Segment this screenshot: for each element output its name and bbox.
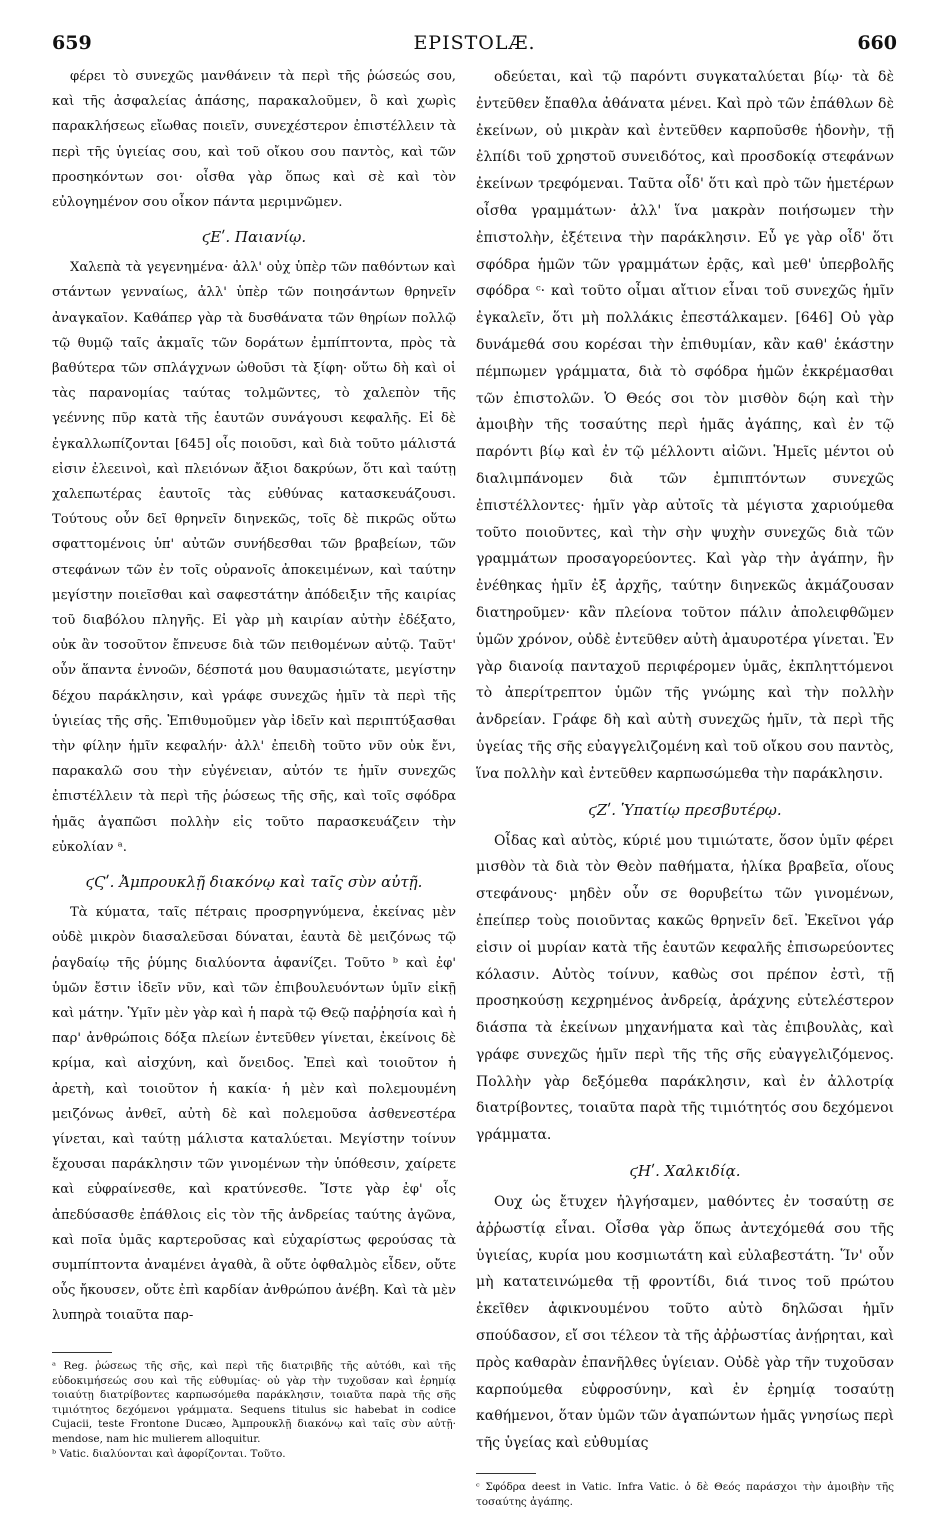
paragraph: Οἶδας καὶ αὐτὸς, κύριέ μου τιμιώτατε, ὅσον ὑμῖν φέρει μισθὸν τὰ διὰ τὸν Θεὸν παθήματα, ἡλίκα βραβεῖα, οἵους στεφάνους· μηδὲν οὖν σε θορυβείτω τῶν γινομένων, ἐπείπερ τοὺς ποιοῦντας κακῶς θρηνεῖν δεῖ. Ἐκεῖνοι γάρ εἰσιν οἱ μυρίαν κατὰ τῆς ἑαυτῶν κεφαλῆς ἐπισωρεύοντες κόλασιν. Αὐτὸς τοίνυν, καθὼς σοι πρέπον ἐστὶ, τῇ προσηκούσῃ κεχρημένος ἀνδρείᾳ, ἀράχνης εὐτελέστερον διάσπα τὰ ἐκείνων μηχανήματα καὶ τὰς ἐπιβουλὰς, καὶ γράφε συνεχῶς ἡμῖν περὶ τῆς τῆς σῆς εὐαγγελιζόμενος. Πολλὴν γὰρ δεξόμεθα παράκλησιν, καὶ ἐν ἀλλοτρίᾳ διατρίβοντες, τοιαῦτα παρὰ τῆς τιμιότητός σου δεχόμενοι γράμματα. [476, 832, 894, 1144]
paragraph: οδεύεται, καὶ τῷ παρόντι συγκαταλύεται βίῳ· τὰ δὲ ἐντεῦθεν ἔπαθλα ἀθάνατα μένει. Καὶ πρὸ τῶν ἐπάθλων δὲ ἐκείνων, οὐ μικρὰν καὶ ἐντεῦθεν καρποῦσθε ἡδονὴν, τῇ ἐλπίδι τοῦ χρηστοῦ συνειδότος, καὶ προσδοκίᾳ στεφάνων ἐκείνων τρεφόμεναι. Ταῦτα οἶδ' ὅτι καὶ πρὸ τῶν ἡμετέρων οἶσθα γραμμάτων· ἀλλ' ἵνα μακρὰν ποιήσωμεν τὴν ἐπιστολὴν, ἐξέτεινα τὴν παράκλησιν. Εὖ γε γὰρ οἶδ' ὅτι σφόδρα ἡμῶν τῶν γραμμάτων ἐρᾷς, καὶ μεθ' ὑπερβολῆς σφόδρα ᶜ· καὶ τοῦτο οἶμαι αἴτιον εἶναι τοῦ συνεχῶς ἡμῖν ἐγκαλεῖν, ὅτι μὴ πολλάκις ἐπεστάλκαμεν. [646] Οὐ γὰρ δυνάμεθά σου κορέσαι τὴν ἐπιθυμίαν, κἂν καθ' ἑκάστην πέμπωμεν γράμματα, διὰ τὸ σφόδρα ἡμῶν ἐκκρέμασθαι τῶν ἐπιστολῶν. Ὁ Θεός σοι τὸν μισθὸν δῴη καὶ τὴν ἀμοιβὴν τῆς τοσαύτης περὶ ἡμᾶς ἀγάπης, καὶ ἐν τῷ παρόντι βίῳ καὶ ἐν τῷ μέλλοντι αἰῶνι. Ἡμεῖς μέντοι οὐ διαλιμπάνομεν διὰ τῶν ἐμπιπτόντων συνεχῶς ἐπιστέλλοντες· ἡμῖν γὰρ αὐτοῖς τὰ μέγιστα χαριούμεθα τοῦτο ποιοῦντες, καὶ τὴν σὴν ψυχὴν συνεχῶς διὰ τῶν γραμμάτων προσαγορεύοντες. Καὶ γὰρ τὴν ἀγάπην, ἣν ἐνέθηκας ἡμῖν ἐξ ἀρχῆς, ταύτην διηνεκῶς ἀκμάζουσαν διατηροῦμεν· κἂν πλείονα τοῦτον πάλιν ἀπολειφθῶμεν ὑμῶν χρόνον, οὐδὲ ἐντεῦθεν αὐτὴ ἀμαυροτέρα γίνεται. Ἐν γὰρ διανοίᾳ πανταχοῦ περιφέρομεν ὑμᾶς, ἐκπληττόμενοι τὸ ἀπερίτρεπτον ὑμῶν τῆς γνώμης καὶ τὴν πολλὴν ἀνδρείαν. Γράφε δὴ καὶ αὐτὴ συνεχῶς ἡμῖν, τὰ περὶ τῆς ὑγείας τῆς σῆς εὐαγγελιζομένη καὶ τοῦ οἴκου σου παντὸς, ἵνα πολλὴν καὶ ἐντεῦθεν καρπωσώμεθα τὴν παράκλησιν. [476, 69, 894, 782]
page-number-right: 660 [857, 32, 897, 54]
right-column [476, 64, 894, 1463]
footnote: ᵃ Reg. ῥώσεως τῆς σῆς, καὶ περὶ τῆς διατριβῆς τῆς αὐτόθι, καὶ τῆς εὐδοκιμήσεώς σου καὶ τῆς εὐθυμίας· οὐ γὰρ τὴν τυχοῦσαν καὶ ἐρημίᾳ τοιαύτῃ διατρίβοντες καρπωσόμεθα παράκλησιν, τοιαῦτα παρὰ τῆς σῆς τιμιότητος δεχόμενοι γράμματα. Sequens titulus sic habebat in codice Cujacii, teste Frontone Ducæo, Ἀμπρουκλῇ διακόνῳ καὶ ταῖς σὺν αὐτῇ· mendose, nam hic mulierem alloquitur. [52, 1360, 456, 1445]
paragraph: Χαλεπὰ τὰ γεγενημένα· ἀλλ' οὐχ ὑπὲρ τῶν παθόντων καὶ στάντων γενναίως, ἀλλ' ὑπὲρ τῶν ποιησάντων θρηνεῖν ἀναγκαῖον. Καθάπερ γὰρ τὰ δυσθάνατα τῶν θηρίων πολλῷ τῷ θυμῷ ταῖς ἀκμαῖς τῶν δοράτων ἐμπίπτοντα, πρὸς τὰ βαθύτερα τῶν σπλάγχνων ὠθοῦσι τὰ ξίφη· οὕτω δὴ καὶ οἱ τὰς παρανομίας ταύτας τολμῶντες, τὸ χαλεπὸν τῆς γεέννης πῦρ κατὰ τῆς ἑαυτῶν συνάγουσι κεφαλῆς. Εἰ δὲ ἐγκαλλωπίζονται [645] οἷς ποιοῦσι, καὶ διὰ τοῦτο μάλιστά εἰσιν ἐλεεινοὶ, καὶ πλειόνων ἄξιοι δακρύων, ὅτι καὶ ταύτῃ χαλεπωτέρας ἑαυτοῖς τὰς εὐθύνας κατασκευάζουσι. Τούτους οὖν δεῖ θρηνεῖν διηνεκῶς, τοῖς δὲ πικρῶς οὕτω σφαττομένοις ὑπ' αὐτῶν συνήδεσθαι τῶν βραβείων, τῶν στεφάνων τῶν ἐν τοῖς οὐρανοῖς ἀποκειμένων, καὶ ταύτην μεγίστην ποιεῖσθαι καὶ σαφεστάτην ἀπόδειξιν τῆς καιρίας τοῦ διαβόλου πληγῆς. Εἰ γὰρ μὴ καιρίαν αὐτὴν ἐδέξατο, οὐκ ἂν τοσοῦτον ἔπνευσε διὰ τῶν πειθομένων αὐτῷ. Ταῦτ' οὖν ἅπαντα ἐννοῶν, δέσποτά μου θαυμασιώτατε, μεγίστην δέχου παράκλησιν, καὶ γράφε συνεχῶς ἡμῖν τὰ περὶ τῆς ὑγιείας τῆς σῆς. Ἐπιθυμοῦμεν γὰρ ἰδεῖν καὶ περιπτύξασθαι τὴν φίλην ἡμῖν κεφαλήν· ἀλλ' ἐπειδὴ τοῦτο νῦν οὐκ ἔνι, παρακαλῶ σου τὴν εὐγένειαν, αὐτόν τε ἡμῖν συνεχῶς ἐπιστέλλειν τὰ περὶ τῆς ῥώσεως τῆς σῆς, καὶ τοῖς σφόδρα ἡμᾶς ἀγαπῶσι πολλὴν εἰς τοῦτο παρασκευάζειν τὴν εὐκολίαν ᵃ. [52, 260, 456, 855]
running-header [52, 32, 897, 60]
paragraph: Τὰ κύματα, ταῖς πέτραις προσρηγνύμενα, ἐκείνας μὲν οὐδὲ μικρὸν διασαλεῦσαι δύναται, ἑαυτὰ δὲ μειζόνως τῷ ῥαγδαίῳ τῆς ῥύμης διαλύοντα ἀφανίζει. Τοῦτο ᵇ καὶ ἐφ' ὑμῶν ἔστιν ἰδεῖν νῦν, καὶ τῶν ἐπιβουλευόντων ὑμῖν εἰκῇ καὶ μάτην. Ὑμῖν μὲν γὰρ καὶ ἡ παρὰ τῷ Θεῷ παῤῥησία καὶ ἡ παρ' ἀνθρώποις δόξα πλείων ἐντεῦθεν γίνεται, ἐκείνοις δὲ κρίμα, καὶ αἰσχύνη, καὶ ὄνειδος. Ἐπεὶ καὶ τοιοῦτον ἡ ἀρετὴ, καὶ τοιοῦτον ἡ κακία· ἡ μὲν καὶ πολεμουμένη μειζόνως ἀνθεῖ, αὐτὴ δὲ καὶ πολεμοῦσα ἀσθενεστέρα γίνεται, καὶ ταύτῃ μάλιστα καταλύεται. Μεγίστην τοίνυν ἔχουσαι παράκλησιν τῶν γινομένων τὴν ὑπόθεσιν, χαίρετε καὶ εὐφραίνεσθε, καὶ κρατύνεσθε. Ἴστε γὰρ ἐφ' οἷς ἀπεδύσασθε ἐπάθλοις εἰς τὸν τῆς ἀνδρείας ταύτης ἀγῶνα, καὶ ποῖα ὑμᾶς καρτεροῦσας καὶ εὐχαρίστως φερούσας τὰ συμπίπτοντα ἀναμένει ἀγαθὰ, ἃ οὔτε ὀφθαλμὸς εἶδεν, οὔτε οὖς ἤκουσεν, οὔτε ἐπὶ καρδίαν ἀνθρώπου ἀνέβη. Καὶ τὰ μὲν λυπηρὰ τοιαῦτα παρ- [52, 905, 456, 1324]
left-column [52, 64, 456, 1335]
footnotes-left [52, 1352, 456, 1461]
letter-heading: ϛΗʹ. Χαλκιδίᾳ. [629, 1162, 741, 1181]
letter-heading: ϛΕʹ. Παιανίῳ. [201, 228, 307, 247]
footnote: ᵇ Vatic. διαλύονται καὶ ἀφορίζονται. Τοῦτο. [52, 1447, 286, 1460]
footnote: ᶜ Σφόδρα deest in Vatic. Infra Vatic. ὁ δὲ Θεός παράσχοι τὴν ἀμοιβὴν τῆς τοσαύτης ἀγάπης. [476, 1481, 894, 1508]
paragraph: φέρει τὸ συνεχῶς μανθάνειν τὰ περὶ τῆς ῥώσεώς σου, καὶ τῆς ἀσφαλείας ἁπάσης, παρακαλοῦμεν, ὃ καὶ χωρὶς παρακλήσεως εἴωθας ποιεῖν, συνεχέστερον ἐπιστέλλειν τὰ περὶ τῆς ὑγιείας σου, καὶ τοῦ οἴκου σου παντὸς, καὶ τῶν προσηκόντων σοι· οἶσθα γὰρ ὅπως καὶ σὲ καὶ τὸν εὐλογημένον σου οἶκον πάντα μεριμνῶμεν. [52, 69, 456, 211]
paragraph: Ουχ ὡς ἔτυχεν ἠλγήσαμεν, μαθόντες ἐν τοσαύτῃ σε ἀῤῥωστίᾳ εἶναι. Οἶσθα γὰρ ὅπως ἀντεχόμεθά σου τῆς ὑγιείας, κυρία μου κοσμιωτάτη καὶ εὐλαβεστάτη. Ἵν' οὖν μὴ κατατεινώμεθα τῇ φροντίδι, διά τινος τοῦ πρώτου ἐκεῖθεν ἀφικνουμένου τοῦτο αὐτὸ δηλῶσαι ἡμῖν σπούδασον, εἴ σοι τέλεον τὰ τῆς ἀῤῥωστίας ἀνῄρηται, καὶ πρὸς καθαρὰν ἐπανῆλθες ὑγίειαν. Οὐδὲ γὰρ τῆν τυχοῦσαν καρπούμεθα εὐφροσύνην, καὶ ἐν ἐρημίᾳ τοσαύτῃ καθήμενοι, ὅταν ὑμῶν τῶν ἀγαπώντων ἡμᾶς γνησίως περὶ τῆς ὑγείας καὶ εὐθυμίας [476, 1194, 894, 1452]
letter-heading: ϛΖʹ. Ὑπατίῳ πρεσβυτέρῳ. [588, 800, 782, 819]
page-number-left: 659 [52, 32, 92, 54]
running-title: EPISTOLÆ. [413, 32, 536, 54]
footnote-rule [476, 1473, 536, 1474]
footnotes-right [476, 1473, 894, 1509]
letter-heading: ϛϚʹ. Ἀμπρουκλῇ διακόνῳ καὶ ταῖς σὺν αὐτῇ. [85, 873, 423, 892]
footnote-rule [52, 1352, 112, 1353]
